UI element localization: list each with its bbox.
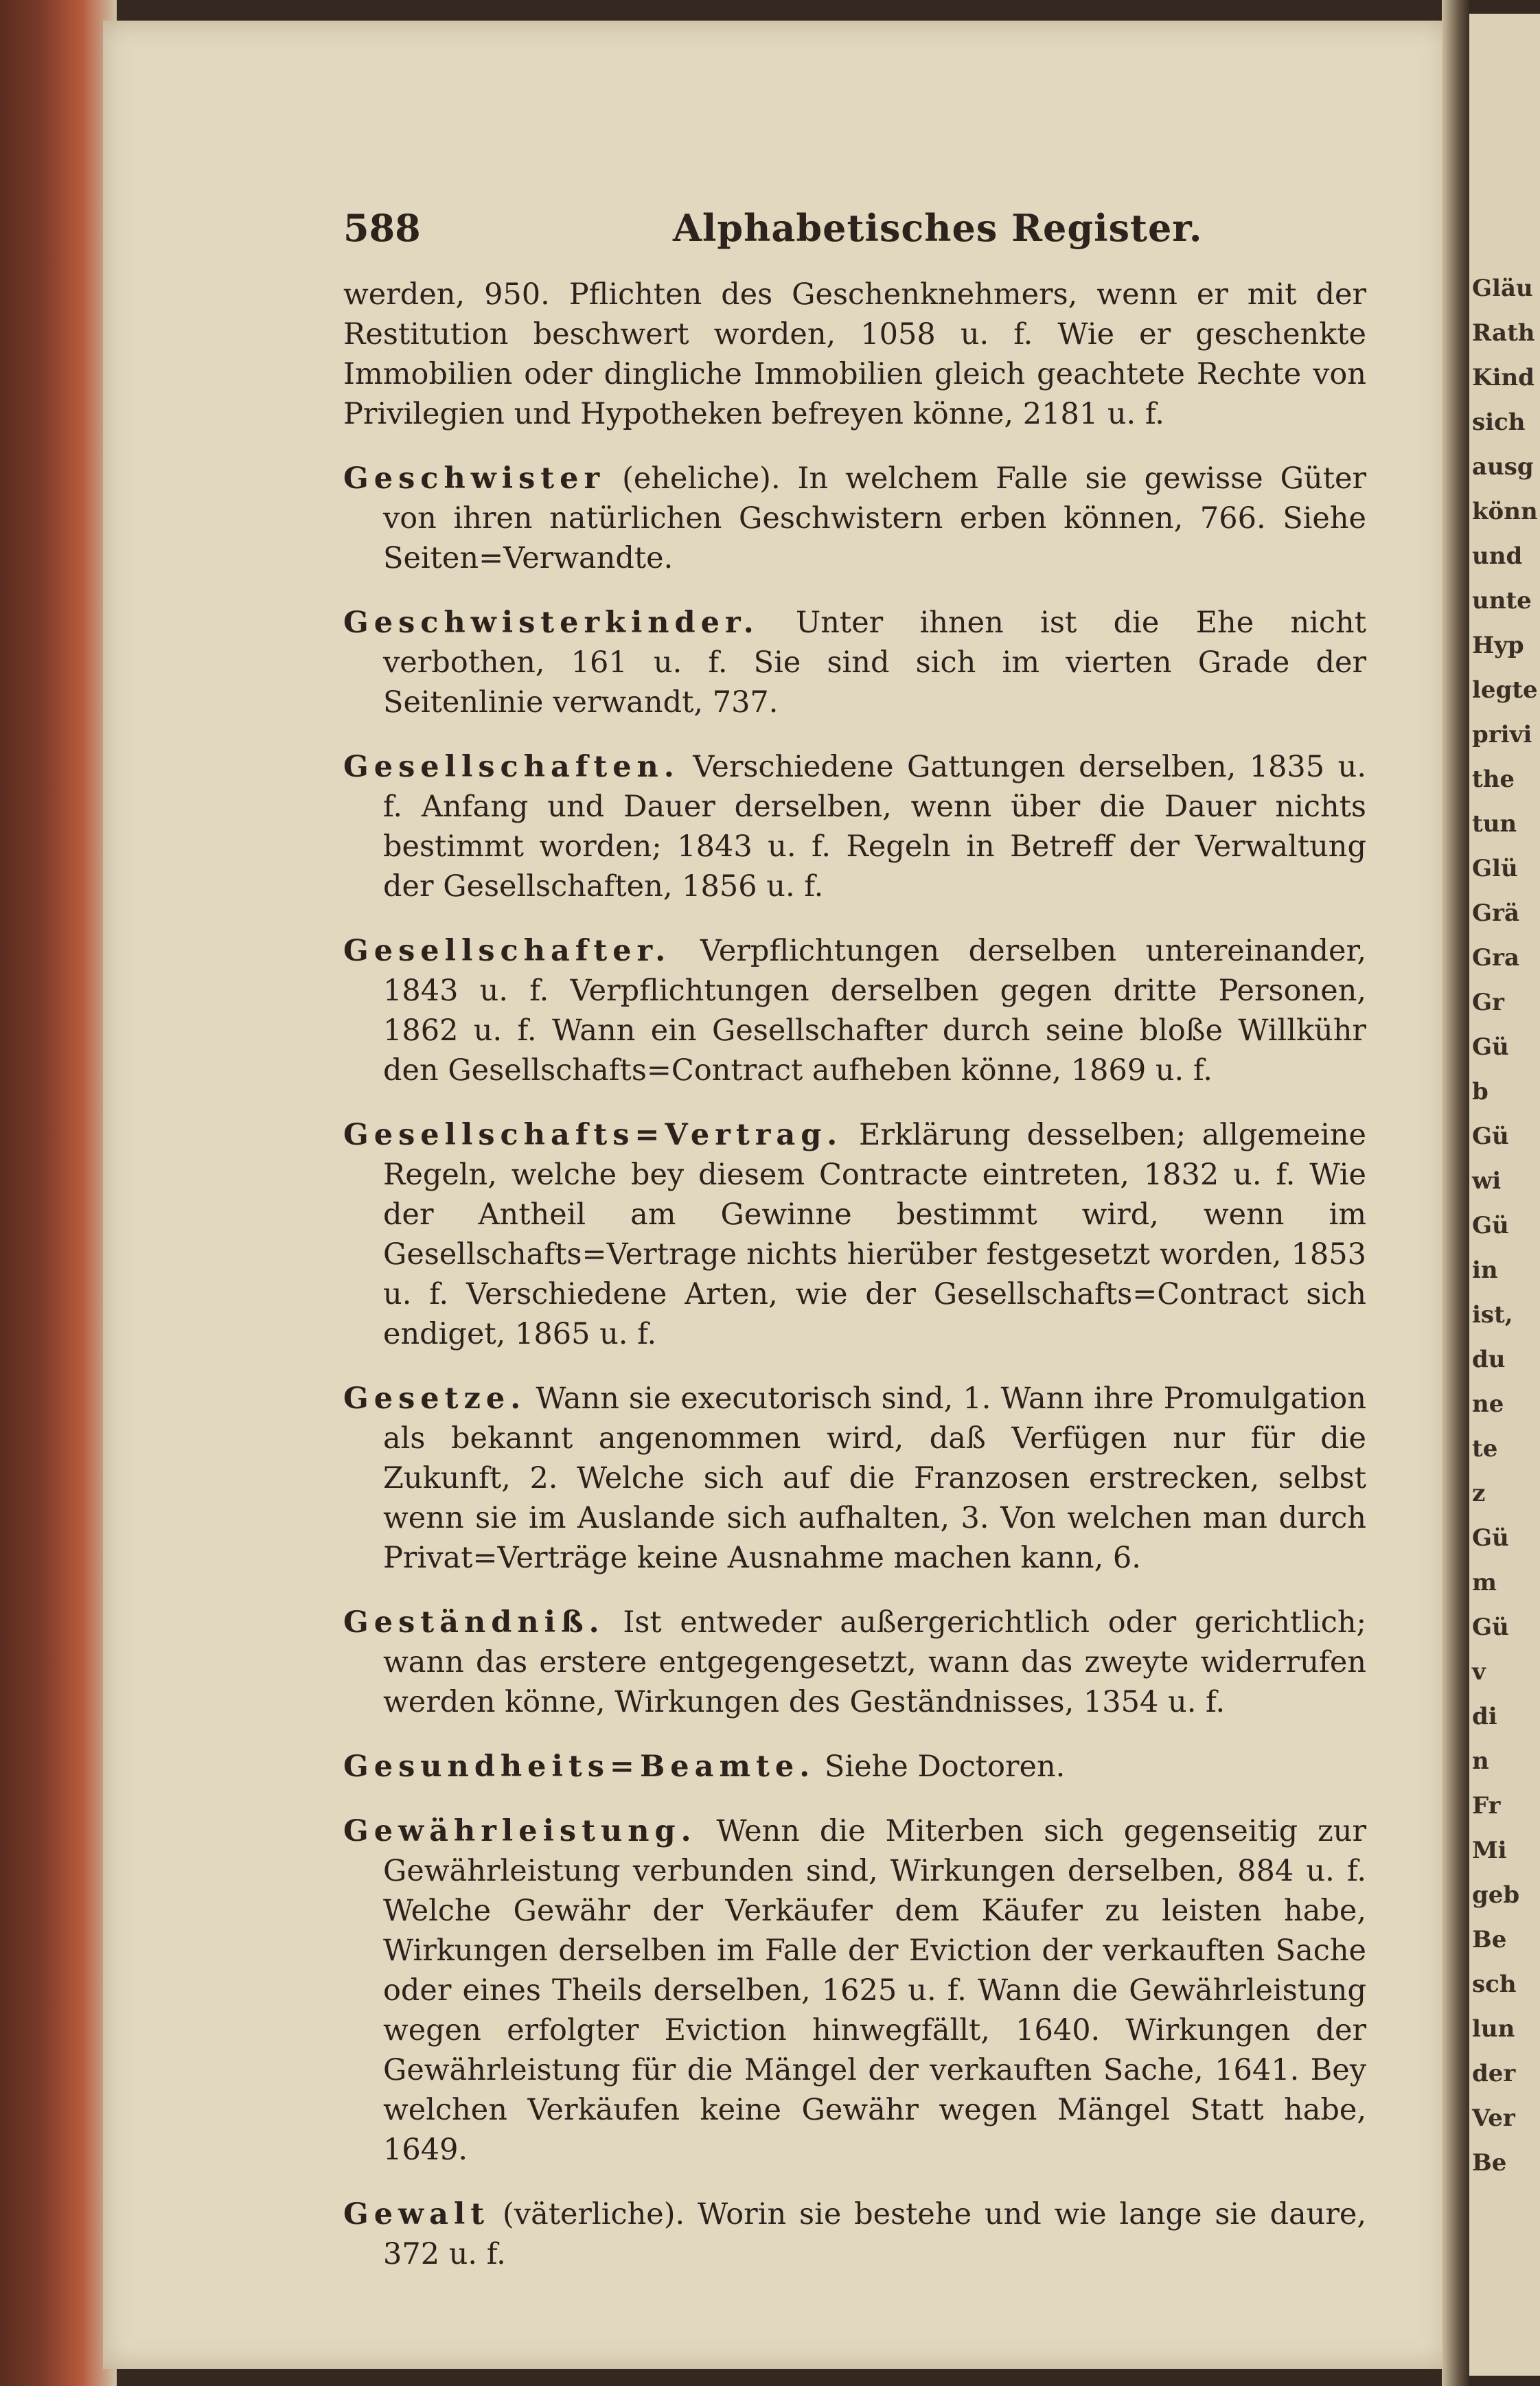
next-page-fragment: te [1472, 1435, 1498, 1462]
entry-text: Wann sie executorisch sind, 1. Wann ihre Promulgation als bekannt angenommen wird, daß Verfügen nur für die Zukunft, 2. Welche sich auf die Franzosen erstrecken, selbst wenn sie im Auslande sich aufhalten, 3. Von welchen man durch Privat=Verträge keine Ausnahme machen kann, 6. [383, 1381, 1366, 1575]
next-page-fragment: ausg [1472, 453, 1534, 481]
next-page-fragment: ist, [1472, 1301, 1513, 1329]
next-page-fragment: und [1472, 542, 1523, 570]
entry-lemma: Geschwister [343, 461, 606, 496]
book-edge [0, 0, 117, 2386]
next-page-fragment: in [1472, 1257, 1498, 1284]
next-page-fragment: legte [1472, 676, 1538, 704]
register-entry [343, 1115, 1366, 1354]
next-page-fragment: Glü [1472, 855, 1518, 882]
entry-lemma: Geständniß. [343, 1605, 605, 1640]
next-page-fragment: Kind [1472, 364, 1535, 391]
entry-lemma: Gesetze. [343, 1381, 527, 1416]
next-page-fragment: Gü [1472, 1033, 1509, 1061]
entry-lemma: Gewährleistung. [343, 1814, 697, 1848]
entry-lemma: Gesellschafter. [343, 934, 671, 968]
entry-lemma: Gesellschaften. [343, 750, 680, 784]
entry-text: Verschiedene Gattungen derselben, 1835 u. f. Anfang und Dauer derselben, wenn über die Dauer nichts bestimmt worden; 1843 u. f. Regeln in Betreff der Verwaltung der Gesellschaften, 1856 u. f. [383, 750, 1366, 904]
entry-text: werden, 950. Pflichten des Geschenknehmers, wenn er mit der Restitution beschwert worden, 1058 u. f. Wie er geschenkte Immobilien oder dingliche Immobilien gleich geachtete Rechte von Privilegien und Hypotheken befreyen könne, 2181 u. f. [343, 277, 1366, 431]
next-page-fragment: wi [1472, 1167, 1502, 1195]
register-entry [343, 603, 1366, 722]
entry-text: Unter ihnen ist die Ehe nicht verbothen, 161 u. f. Sie sind sich im vierten Grade der Seitenlinie verwandt, 737. [383, 606, 1366, 720]
entry-text: (väterliche). Worin sie bestehe und wie lange sie daure, 372 u. f. [383, 2197, 1366, 2271]
entry-text: Siehe Doctoren. [824, 1750, 1066, 1784]
next-page-fragment: ne [1472, 1390, 1504, 1418]
register-entry [343, 1747, 1366, 1787]
next-page-fragment: Gü [1472, 1614, 1509, 1641]
register-entries [343, 275, 1366, 2299]
next-page-fragment: Rath [1472, 319, 1535, 347]
next-page-fragment: Hyp [1472, 632, 1524, 659]
register-entry [343, 2194, 1366, 2274]
next-page-fragment: Gü [1472, 1212, 1509, 1239]
register-entry [343, 275, 1366, 434]
next-page-fragment: geb [1472, 1881, 1520, 1909]
register-entry [343, 1379, 1366, 1578]
next-page-fragment: tun [1472, 810, 1517, 838]
next-page-fragment: Gläu [1472, 275, 1533, 302]
register-entry [343, 747, 1366, 906]
next-page-fragment: n [1472, 1747, 1489, 1775]
next-page-fragment: lun [1472, 2015, 1515, 2043]
entry-text: Ist entweder außergerichtlich oder gerichtlich; wann das erstere entgegengesetzt, wann das zweyte widerrufen werden könne, Wirkungen des Geständnisses, 1354 u. f. [383, 1605, 1366, 1719]
next-page-fragment: Gr [1472, 989, 1504, 1016]
register-entry [343, 931, 1366, 1090]
entry-text: (eheliche). In welchem Falle sie gewisse Güter von ihren natürlichen Geschwistern erben können, 766. Siehe Seiten=Verwandte. [383, 461, 1366, 575]
entry-text: Wenn die Miterben sich gegenseitig zur Gewährleistung verbunden sind, Wirkungen derselben, 884 u. f. Welche Gewähr der Verkäufer dem Käufer zu leisten habe, Wirkungen derselben im Falle der Eviction der verkauften Sache oder eines Theils derselben, 1625 u. f. Wann die Gewährleistung wegen erfolgter Eviction hinwegfällt, 1640. Wirkungen der Gewährleistung für die Mängel der verkauften Sache, 1641. Bey welchen Verkäufen keine Gewähr wegen Mängel Statt habe, 1649. [383, 1814, 1366, 2167]
next-page-fragment: Gra [1472, 944, 1519, 972]
next-page-fragment: sch [1472, 1971, 1517, 1998]
next-page-fragment: Grä [1472, 899, 1519, 927]
register-entry [343, 1603, 1366, 1722]
next-page-fragment: unte [1472, 587, 1532, 615]
entry-lemma: Gesellschafts=Vertrag. [343, 1118, 843, 1152]
entry-lemma: Gesundheits=Beamte. [343, 1750, 816, 1784]
next-page-fragment: Mi [1472, 1837, 1507, 1864]
next-page-fragment: Be [1472, 2149, 1507, 2177]
register-entry [343, 1811, 1366, 2170]
next-page-fragment: b [1472, 1078, 1489, 1105]
entry-text: Erklärung desselben; allgemeine Regeln, welche bey diesem Contracte eintreten, 1832 u. f. Wie der Antheil am Gewinne bestimmt wird, wenn im Gesellschafts=Vertrage nichts hierüber festgesetzt worden, 1853 u. f. Verschiedene Arten, wie der Gesellschafts=Contract sich endiget, 1865 u. f. [383, 1118, 1367, 1351]
entry-text: Verpflichtungen derselben untereinander, 1843 u. f. Verpflichtungen derselben gegen dritte Personen, 1862 u. f. Wann ein Gesellschafter durch seine bloße Willkühr den Gesellschafts=Contract aufheben könne, 1869 u. f. [383, 934, 1367, 1088]
next-page-fragment: Gü [1472, 1123, 1509, 1150]
next-page-strip [1469, 14, 1540, 2376]
page-title: Alphabetisches Register. [673, 206, 1203, 250]
register-entry [343, 459, 1366, 578]
page-number: 588 [343, 206, 421, 250]
next-page-fragment: the [1472, 766, 1515, 793]
entry-lemma: Gewalt [343, 2197, 490, 2232]
next-page-fragment: v [1472, 1658, 1486, 1686]
next-page-fragment: Gü [1472, 1524, 1509, 1552]
next-page-fragment: z [1472, 1480, 1486, 1507]
next-page-fragment: Fr [1472, 1792, 1501, 1820]
next-page-fragment: könn [1472, 498, 1538, 525]
next-page-fragment: du [1472, 1346, 1506, 1373]
entry-lemma: Geschwisterkinder. [343, 606, 759, 640]
next-page-fragment: m [1472, 1569, 1497, 1596]
next-page-fragment: privi [1472, 721, 1532, 748]
gutter [1442, 0, 1469, 2386]
next-page-fragment: sich [1472, 409, 1526, 436]
next-page-fragment: Be [1472, 1926, 1507, 1953]
next-page-fragment: Ver [1472, 2104, 1515, 2132]
next-page-fragment: der [1472, 2060, 1516, 2087]
next-page-fragment: di [1472, 1703, 1497, 1730]
